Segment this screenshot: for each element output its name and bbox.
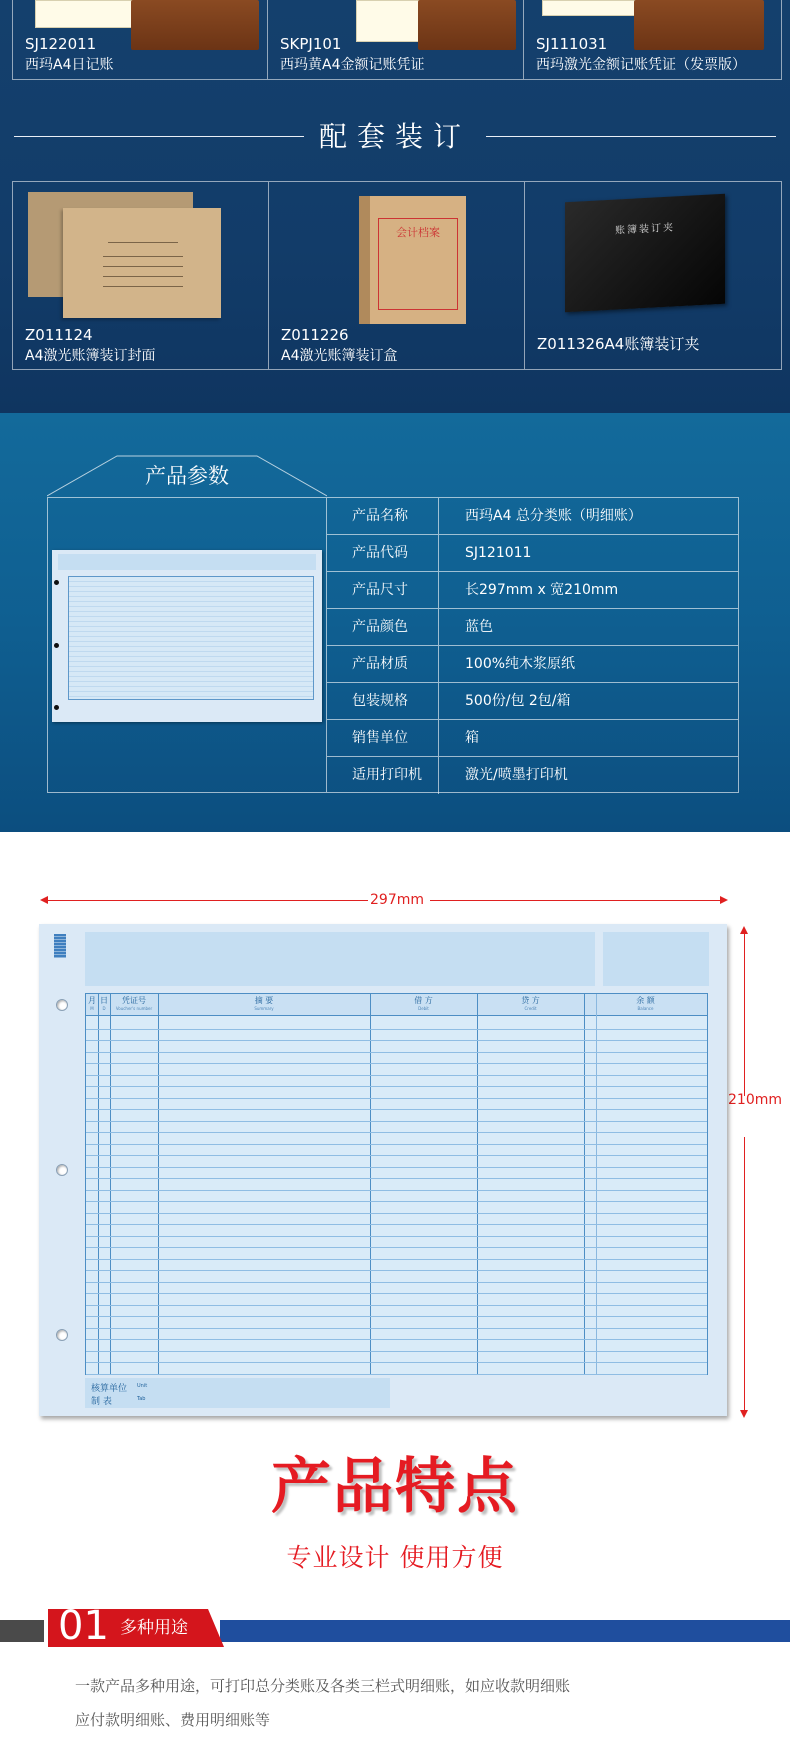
punch-hole-icon — [56, 1164, 68, 1176]
width-arrow-line-right — [430, 900, 726, 901]
ledger-row-line — [86, 1282, 707, 1283]
features-subtitle: 专业设计 使用方便 — [286, 1543, 504, 1572]
product-image — [35, 0, 145, 28]
ledger-row-line — [86, 1075, 707, 1076]
col-title: 月 — [88, 996, 96, 1005]
punch-hole-icon — [54, 580, 59, 585]
feature-bar-left — [0, 1620, 44, 1642]
footer-unit-label-en: Unit — [137, 1383, 148, 1389]
binding-card-folder[interactable] — [525, 182, 781, 369]
params-row: 产品材质 100%纯木浆原纸 — [327, 646, 738, 683]
arrow-down-icon — [740, 1410, 748, 1418]
ledger-row-line — [86, 1247, 707, 1248]
binding-section-header — [0, 117, 790, 157]
product-name: 西玛黄A4金额记账凭证 — [280, 57, 425, 73]
product-image — [542, 0, 642, 16]
ledger-row-line — [86, 1305, 707, 1306]
params-row: 产品颜色 蓝色 — [327, 609, 738, 646]
ledger-row-line — [86, 1040, 707, 1041]
ledger-row-line — [86, 1270, 707, 1271]
product-name: Z011326A4账簿装订夹 — [537, 335, 700, 353]
ledger-row-line — [86, 1362, 707, 1363]
feature-number: 01 — [58, 1603, 109, 1649]
product-name: 西玛A4日记账 — [25, 57, 114, 73]
binding-section-title: 配套装订 — [318, 120, 471, 153]
product-code: SJ122011 — [25, 35, 97, 53]
footer-unit-label: 核算单位 — [91, 1384, 128, 1394]
ledger-sheet — [39, 924, 727, 1416]
product-code: Z011226 — [281, 326, 349, 344]
ledger-row-line — [86, 1201, 707, 1202]
product-box-image — [418, 0, 516, 50]
ledger-row-line — [86, 1293, 707, 1294]
product-parameters-section — [0, 413, 790, 832]
ledger-row-line — [86, 1052, 707, 1053]
ledger-header: 月 M 日 D 凭证号 Voucher's number 摘 要 Summary 借 方 Debit 贷 方 Credit 余 额 Balance — [86, 994, 707, 1016]
params-row: 销售单位 箱 — [327, 720, 738, 757]
params-row: 适用打印机 激光/喷墨打印机 — [327, 757, 738, 794]
ledger-row-line — [86, 1098, 707, 1099]
ledger-row-line — [86, 1178, 707, 1179]
ledger-row-line — [86, 1259, 707, 1260]
params-image-pane — [48, 498, 327, 792]
ledger-row-line — [86, 1109, 707, 1110]
ledger-row-line — [86, 1339, 707, 1340]
product-code: SKPJ101 — [280, 35, 342, 53]
params-row: 包装规格 500份/包 2包/箱 — [327, 683, 738, 720]
params-row: 产品名称 西玛A4 总分类账（明细账） — [327, 498, 738, 535]
product-box-image — [634, 0, 764, 50]
ledger-row-line — [86, 1029, 707, 1030]
col-title: 摘 要 — [254, 996, 274, 1005]
ledger-row-line — [86, 1213, 707, 1214]
col-title: 余 额 — [636, 996, 655, 1005]
folder-image — [565, 194, 725, 312]
product-name: 西玛激光金额记账凭证（发票版） — [536, 57, 746, 73]
ledger-row-line — [86, 1155, 707, 1156]
params-row: 产品代码 SJ121011 — [327, 535, 738, 572]
ledger-row-line — [86, 1063, 707, 1064]
product-card[interactable] — [13, 0, 268, 79]
ledger-row-line — [86, 1132, 707, 1133]
ledger-row-line — [86, 1351, 707, 1352]
product-row-top — [12, 0, 782, 80]
col-title: 凭证号 — [122, 996, 146, 1005]
arrow-right-icon — [720, 896, 728, 904]
ledger-row-line — [86, 1374, 707, 1375]
folder-label: 账簿装订夹 — [615, 222, 675, 237]
height-arrow-line-bottom — [744, 1137, 745, 1415]
feature-description-line1: 一款产品多种用途，可打印总分类账及各类三栏式明细账，如应收款明细账 — [75, 1677, 571, 1695]
feature-bar-right — [220, 1620, 790, 1642]
arrow-up-icon — [740, 926, 748, 934]
ledger-row-line — [86, 1224, 707, 1225]
product-name: A4激光账簿装订盒 — [281, 348, 398, 364]
width-label: 297mm — [370, 892, 424, 908]
params-frame — [47, 497, 739, 793]
punch-hole-icon — [56, 999, 68, 1011]
product-code: SJ111031 — [536, 35, 608, 53]
product-code: Z011124 — [25, 326, 93, 344]
product-card[interactable] — [268, 0, 524, 79]
footer-tab-label: 制 表 — [91, 1397, 112, 1407]
params-row: 产品尺寸 长297mm x 宽210mm — [327, 572, 738, 609]
punch-hole-icon — [54, 643, 59, 648]
features-title: 产品特点 — [271, 1452, 519, 1522]
height-arrow-line-top — [744, 928, 745, 1096]
product-name: A4激光账簿装订封面 — [25, 348, 156, 364]
col-title: 贷 方 — [521, 996, 540, 1005]
ledger-row-line — [86, 1190, 707, 1191]
ledger-row-line — [86, 1316, 707, 1317]
binding-card-cover[interactable] — [13, 182, 269, 369]
feature-item-title: 多种用途 — [120, 1618, 188, 1638]
feature-description-line2: 应付款明细账、费用明细账等 — [75, 1711, 271, 1729]
ledger-size-diagram — [0, 832, 790, 1432]
binding-products-row — [12, 181, 782, 370]
cover-front-image — [63, 208, 221, 318]
ledger-row-line — [86, 1167, 707, 1168]
ledger-row-line — [86, 1121, 707, 1122]
binding-card-box[interactable] — [269, 182, 525, 369]
archive-box-label: 会计档案 — [396, 226, 440, 239]
product-box-image — [131, 0, 259, 50]
params-table — [327, 498, 738, 794]
ledger-thumbnail — [52, 550, 322, 722]
arrow-left-icon — [40, 896, 48, 904]
width-arrow-line-left — [42, 900, 368, 901]
ledger-footer — [85, 1378, 390, 1408]
barcode-icon — [54, 934, 66, 958]
title-line-right — [486, 136, 776, 137]
ledger-table — [85, 993, 708, 1375]
product-card[interactable] — [524, 0, 781, 79]
footer-tab-label-en: Tab — [137, 1396, 146, 1402]
ledger-row-line — [86, 1144, 707, 1145]
params-title: 产品参数 — [145, 464, 229, 488]
ledger-row-line — [86, 1236, 707, 1237]
punch-hole-icon — [56, 1329, 68, 1341]
col-title: 借 方 — [414, 996, 433, 1005]
col-title: 日 — [100, 996, 108, 1005]
height-label: 210mm — [728, 1092, 782, 1108]
top-section — [0, 0, 790, 413]
archive-box-image — [370, 196, 466, 324]
ledger-row-line — [86, 1086, 707, 1087]
ledger-row-line — [86, 1328, 707, 1329]
punch-hole-icon — [54, 705, 59, 710]
